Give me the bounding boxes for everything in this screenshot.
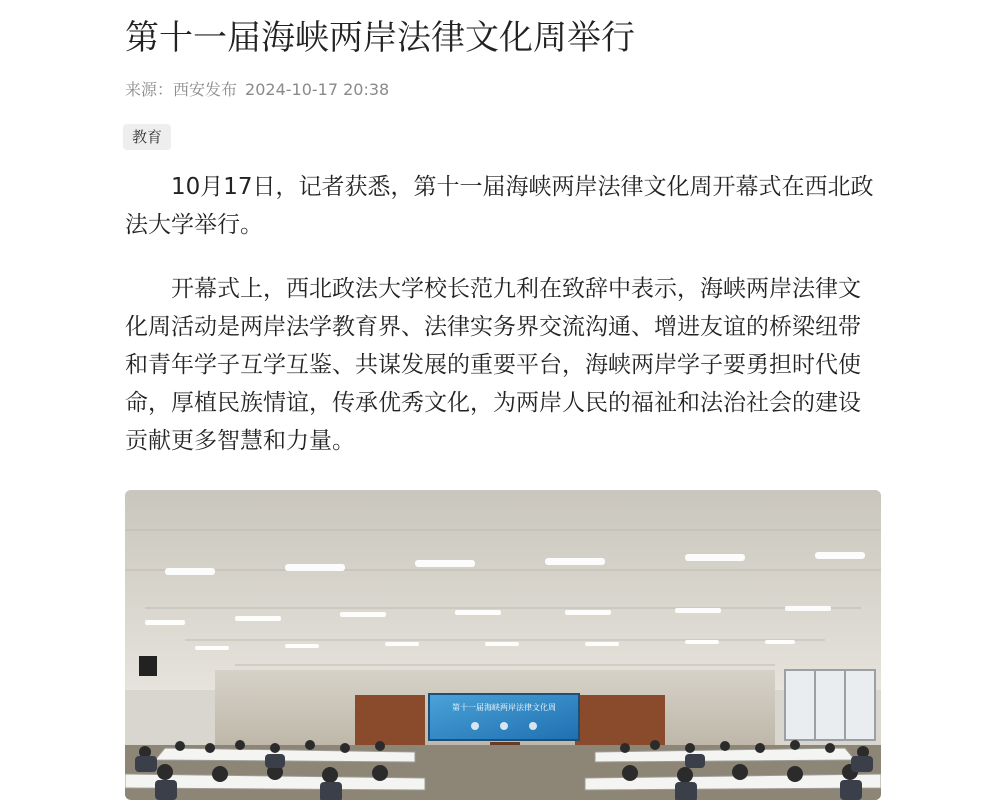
publish-datetime: 2024-10-17 20:38 — [245, 80, 390, 99]
article-title: 第十一届海峡两岸法律文化周举行 — [125, 18, 635, 58]
paragraph-2: 开幕式上，西北政法大学校长范九利在致辞中表示，海峡两岸法律文化周活动是两岸法学教育界、法律实务界交流沟通、增进友谊的桥梁纽带和青年学子互学互鉴、共谋发展的重要平台，海峡两岸学子要勇担时代使命，厚植民族情谊，传承优秀文化，为两岸人民的福祉和法治社会的建设贡献更多智慧和力量。 — [125, 276, 861, 454]
screen-text: 第十一届海峡两岸法律文化周 — [452, 703, 556, 712]
category-tag[interactable]: 教育 — [123, 124, 171, 150]
source-name: 西安发布 — [173, 80, 238, 99]
source-label: 来源： — [125, 80, 174, 99]
paragraph-1: 10月17日，记者获悉，第十一届海峡两岸法律文化周开幕式在西北政法大学举行。 — [125, 174, 874, 238]
article-photo — [125, 490, 881, 800]
article-meta — [125, 80, 389, 100]
conference-hall-image — [125, 490, 881, 800]
